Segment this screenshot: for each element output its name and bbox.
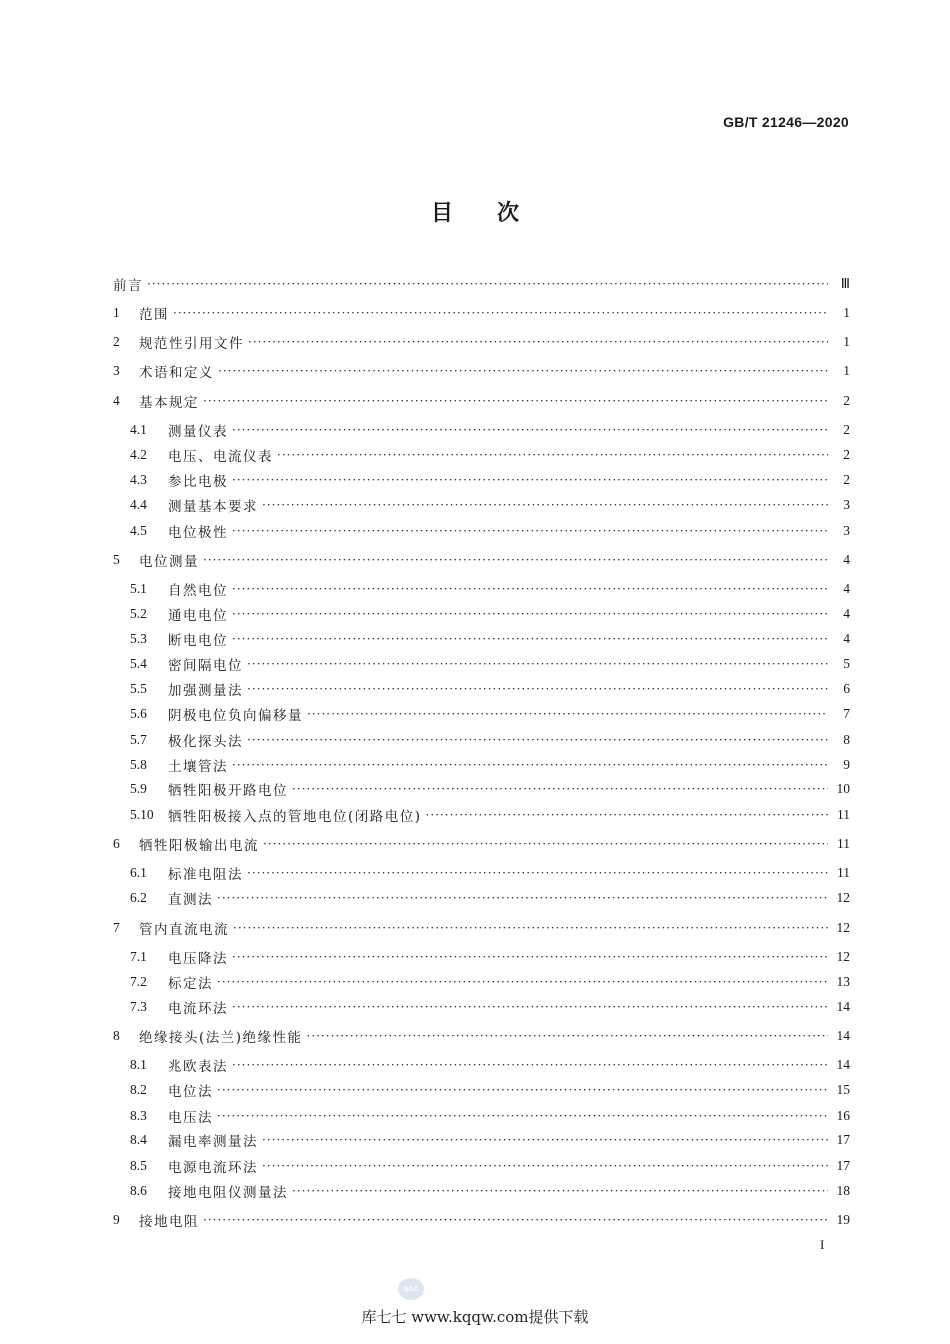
toc-entry-page: 14 <box>836 1057 850 1072</box>
toc-leader-dots <box>292 782 828 796</box>
toc-entry-label: 电压、电流仪表 <box>168 449 273 465</box>
toc-entry[interactable] <box>130 469 850 491</box>
toc-leader-dots <box>147 277 828 291</box>
toc-entry-number: 6.1 <box>130 865 147 880</box>
toc-entry-label: 断电电位 <box>168 633 228 649</box>
toc-entry-number: 9 <box>113 1212 120 1227</box>
toc-title: 目 次 <box>430 200 519 226</box>
toc-entry-number: 8.5 <box>130 1158 147 1173</box>
toc-leader-dots <box>263 837 828 851</box>
toc-entry-number: 3 <box>113 363 120 378</box>
toc-entry[interactable] <box>130 754 850 776</box>
toc-entry[interactable] <box>113 302 850 324</box>
toc-entry-page: 14 <box>836 999 850 1014</box>
toc-entry-label: 电位法 <box>168 1084 213 1100</box>
toc-leader-dots <box>247 866 828 880</box>
toc-leader-dots <box>232 1000 828 1014</box>
toc-entry[interactable] <box>130 603 850 625</box>
toc-entry-label: 牺牲阳极输出电流 <box>139 838 259 854</box>
toc-entry-page: 12 <box>836 890 850 905</box>
toc-leader-dots <box>203 553 828 567</box>
toc-entry-label: 管内直流电流 <box>139 922 229 938</box>
toc-leader-dots <box>426 808 828 822</box>
toc-entry[interactable] <box>130 628 850 650</box>
toc-entry-number: 8.2 <box>130 1082 147 1097</box>
toc-entry[interactable] <box>113 549 850 571</box>
toc-entry-number: 5.8 <box>130 757 147 772</box>
toc-entry-label: 参比电极 <box>168 474 228 490</box>
toc-entry-number: 6 <box>113 836 120 851</box>
toc-entry-page: 19 <box>836 1212 850 1227</box>
toc-entry[interactable] <box>130 729 850 751</box>
toc-entry-number: 4.4 <box>130 497 147 512</box>
toc-entry-number: 5.10 <box>130 807 154 822</box>
toc-entry-page: 15 <box>836 1082 850 1097</box>
toc-leader-dots <box>247 657 828 671</box>
toc-entry[interactable] <box>130 887 850 909</box>
toc-entry-page: 3 <box>843 497 850 512</box>
toc-leader-dots <box>203 394 828 408</box>
toc-entry-page: 6 <box>843 681 850 696</box>
toc-entry[interactable] <box>113 917 850 939</box>
toc-entry-label: 电流环法 <box>168 1001 228 1017</box>
toc-entry[interactable] <box>130 778 850 800</box>
toc-entry[interactable] <box>130 1054 850 1076</box>
toc-entry-label: 测量基本要求 <box>168 499 258 515</box>
toc-leader-dots <box>217 1109 828 1123</box>
toc-leader-dots <box>262 1159 828 1173</box>
toc-entry-page: 4 <box>843 581 850 596</box>
toc-entry-page: 17 <box>836 1158 850 1173</box>
toc-entry-label: 兆欧表法 <box>168 1059 228 1075</box>
toc-entry-label: 土壤管法 <box>168 759 228 775</box>
toc-entry-number: 5.9 <box>130 781 147 796</box>
toc-entry-page: 17 <box>836 1132 850 1147</box>
toc-entry-page: 16 <box>836 1108 850 1123</box>
toc-entry-number: 5.7 <box>130 732 147 747</box>
toc-entry-label: 自然电位 <box>168 583 228 599</box>
toc-entry-label: 接地电阻仪测量法 <box>168 1185 288 1201</box>
toc-entry-number: 5.6 <box>130 706 147 721</box>
toc-entry-label: 电压法 <box>168 1110 213 1126</box>
toc-entry-number: 2 <box>113 334 120 349</box>
toc-entry[interactable] <box>113 360 850 382</box>
toc-leader-dots <box>232 582 828 596</box>
toc-entry-number: 1 <box>113 305 120 320</box>
toc-entry-number: 5.3 <box>130 631 147 646</box>
toc-entry[interactable] <box>130 653 850 675</box>
toc-entry[interactable] <box>113 390 850 412</box>
toc-entry-number: 5.1 <box>130 581 147 596</box>
toc-entry-label: 术语和定义 <box>139 365 214 381</box>
toc-entry-page: 9 <box>843 757 850 772</box>
toc-entry-number: 8.6 <box>130 1183 147 1198</box>
toc-entry[interactable] <box>130 444 850 466</box>
toc-entry-page: 11 <box>837 836 850 851</box>
toc-entry-number: 4.2 <box>130 447 147 462</box>
toc-leader-dots <box>232 607 828 621</box>
toc-leader-dots <box>232 524 828 538</box>
toc-entry[interactable] <box>130 946 850 968</box>
toc-entry-label: 密间隔电位 <box>168 658 243 674</box>
toc-entry-number: 4 <box>113 393 120 408</box>
toc-entry-label: 规范性引用文件 <box>139 336 244 352</box>
page-number: I <box>820 1237 825 1252</box>
toc-entry[interactable] <box>113 833 850 855</box>
toc-entry-page: 14 <box>836 1028 850 1043</box>
toc-leader-dots <box>232 423 828 437</box>
toc-entry-page: 12 <box>836 949 850 964</box>
toc-entry[interactable] <box>130 520 850 542</box>
toc-leader-dots <box>232 758 828 772</box>
toc-entry-page: 11 <box>837 865 850 880</box>
toc-entry-number: 8.3 <box>130 1108 147 1123</box>
toc-entry[interactable] <box>113 1025 850 1047</box>
toc-entry-number: 8.4 <box>130 1132 147 1147</box>
toc-entry-page: 2 <box>843 447 850 462</box>
toc-entry-page: 8 <box>843 732 850 747</box>
toc-entry[interactable] <box>130 494 850 516</box>
toc-entry-page: 4 <box>843 631 850 646</box>
toc-entry-label: 绝缘接头(法兰)绝缘性能 <box>139 1030 303 1046</box>
toc-entry-number: 8.1 <box>130 1057 147 1072</box>
toc-entry-number: 7.3 <box>130 999 147 1014</box>
toc-entry-label: 牺牲阳极接入点的管地电位(闭路电位) <box>168 809 422 825</box>
toc-entry-label: 极化探头法 <box>168 734 243 750</box>
toc-entry-number: 5.4 <box>130 656 147 671</box>
toc-entry-label: 漏电率测量法 <box>168 1134 258 1150</box>
toc-entry-page: 18 <box>836 1183 850 1198</box>
toc-entry-label: 测量仪表 <box>168 424 228 440</box>
toc-entry-page: 3 <box>843 523 850 538</box>
toc-leader-dots <box>262 498 828 512</box>
toc-leader-dots <box>203 1213 828 1227</box>
toc-entry-label: 前言 <box>113 278 143 294</box>
toc-entry-number: 5.5 <box>130 681 147 696</box>
toc-entry-page: 2 <box>843 393 850 408</box>
toc-entry[interactable] <box>113 273 850 295</box>
toc-entry[interactable] <box>130 971 850 993</box>
toc-entry-page: 1 <box>843 334 850 349</box>
toc-entry-label: 通电电位 <box>168 608 228 624</box>
toc-leader-dots <box>232 473 828 487</box>
toc-leader-dots <box>232 1058 828 1072</box>
toc-leader-dots <box>262 1133 828 1147</box>
toc-entry-page: Ⅲ <box>840 276 850 291</box>
toc-entry-label: 范围 <box>139 307 169 323</box>
toc-entry[interactable] <box>130 862 850 884</box>
toc-leader-dots <box>247 733 828 747</box>
toc-entry-label: 标定法 <box>168 976 213 992</box>
toc-leader-dots <box>233 921 828 935</box>
toc-leader-dots <box>173 306 828 320</box>
toc-entry-page: 13 <box>836 974 850 989</box>
standard-code: GB/T 21246—2020 <box>723 114 849 130</box>
toc-entry[interactable] <box>130 1105 850 1127</box>
sac-logo-icon: SAC <box>398 1278 424 1300</box>
toc-entry[interactable] <box>130 419 850 441</box>
toc-entry-label: 电源电流环法 <box>168 1160 258 1176</box>
toc-entry-number: 7.2 <box>130 974 147 989</box>
download-watermark: 库七七 www.kqqw.com提供下载 <box>361 1308 589 1326</box>
toc-entry[interactable] <box>130 1079 850 1101</box>
toc-entry-label: 标准电阻法 <box>168 867 243 883</box>
toc-entry-label: 加强测量法 <box>168 683 243 699</box>
toc-leader-dots <box>277 448 828 462</box>
toc-entry-label: 基本规定 <box>139 395 199 411</box>
toc-entry[interactable] <box>130 1129 850 1151</box>
toc-entry[interactable] <box>130 804 850 826</box>
toc-entry-number: 7.1 <box>130 949 147 964</box>
toc-entry-label: 牺牲阳极开路电位 <box>168 783 288 799</box>
toc-entry[interactable] <box>113 1209 850 1231</box>
toc-leader-dots <box>218 364 828 378</box>
toc-entry-number: 4.1 <box>130 422 147 437</box>
toc-entry-number: 8 <box>113 1028 120 1043</box>
toc-leader-dots <box>217 975 828 989</box>
toc-leader-dots <box>307 707 828 721</box>
toc-entry-number: 4.5 <box>130 523 147 538</box>
toc-entry-page: 1 <box>843 305 850 320</box>
toc-entry-number: 7 <box>113 920 120 935</box>
toc-entry-label: 阴极电位负向偏移量 <box>168 708 303 724</box>
toc-leader-dots <box>232 632 828 646</box>
toc-leader-dots <box>217 891 828 905</box>
toc-entry-page: 11 <box>837 807 850 822</box>
toc-entry-page: 2 <box>843 472 850 487</box>
toc-leader-dots <box>307 1029 828 1043</box>
toc-leader-dots <box>292 1184 828 1198</box>
toc-entry-page: 4 <box>843 552 850 567</box>
toc-leader-dots <box>232 950 828 964</box>
toc-entry[interactable] <box>130 703 850 725</box>
toc-entry-label: 接地电阻 <box>139 1214 199 1230</box>
toc-leader-dots <box>217 1083 828 1097</box>
toc-entry-page: 1 <box>843 363 850 378</box>
toc-entry[interactable] <box>130 1155 850 1177</box>
toc-entry-number: 6.2 <box>130 890 147 905</box>
toc-entry[interactable] <box>130 578 850 600</box>
toc-entry-page: 10 <box>836 781 850 796</box>
toc-entry-number: 4.3 <box>130 472 147 487</box>
toc-entry-page: 12 <box>836 920 850 935</box>
toc-entry-label: 直测法 <box>168 892 213 908</box>
toc-entry-page: 5 <box>843 656 850 671</box>
toc-leader-dots <box>248 335 828 349</box>
toc-entry-page: 7 <box>843 706 850 721</box>
toc-entry[interactable] <box>130 678 850 700</box>
toc-entry-number: 5.2 <box>130 606 147 621</box>
toc-entry[interactable] <box>130 1180 850 1202</box>
toc-entry-page: 4 <box>843 606 850 621</box>
toc-entry-page: 2 <box>843 422 850 437</box>
toc-entry[interactable] <box>113 331 850 353</box>
toc-entry-label: 电压降法 <box>168 951 228 967</box>
toc-leader-dots <box>247 682 828 696</box>
toc-entry-label: 电位测量 <box>139 554 199 570</box>
toc-entry-number: 5 <box>113 552 120 567</box>
toc-entry-label: 电位极性 <box>168 525 228 541</box>
toc-entry[interactable] <box>130 996 850 1018</box>
